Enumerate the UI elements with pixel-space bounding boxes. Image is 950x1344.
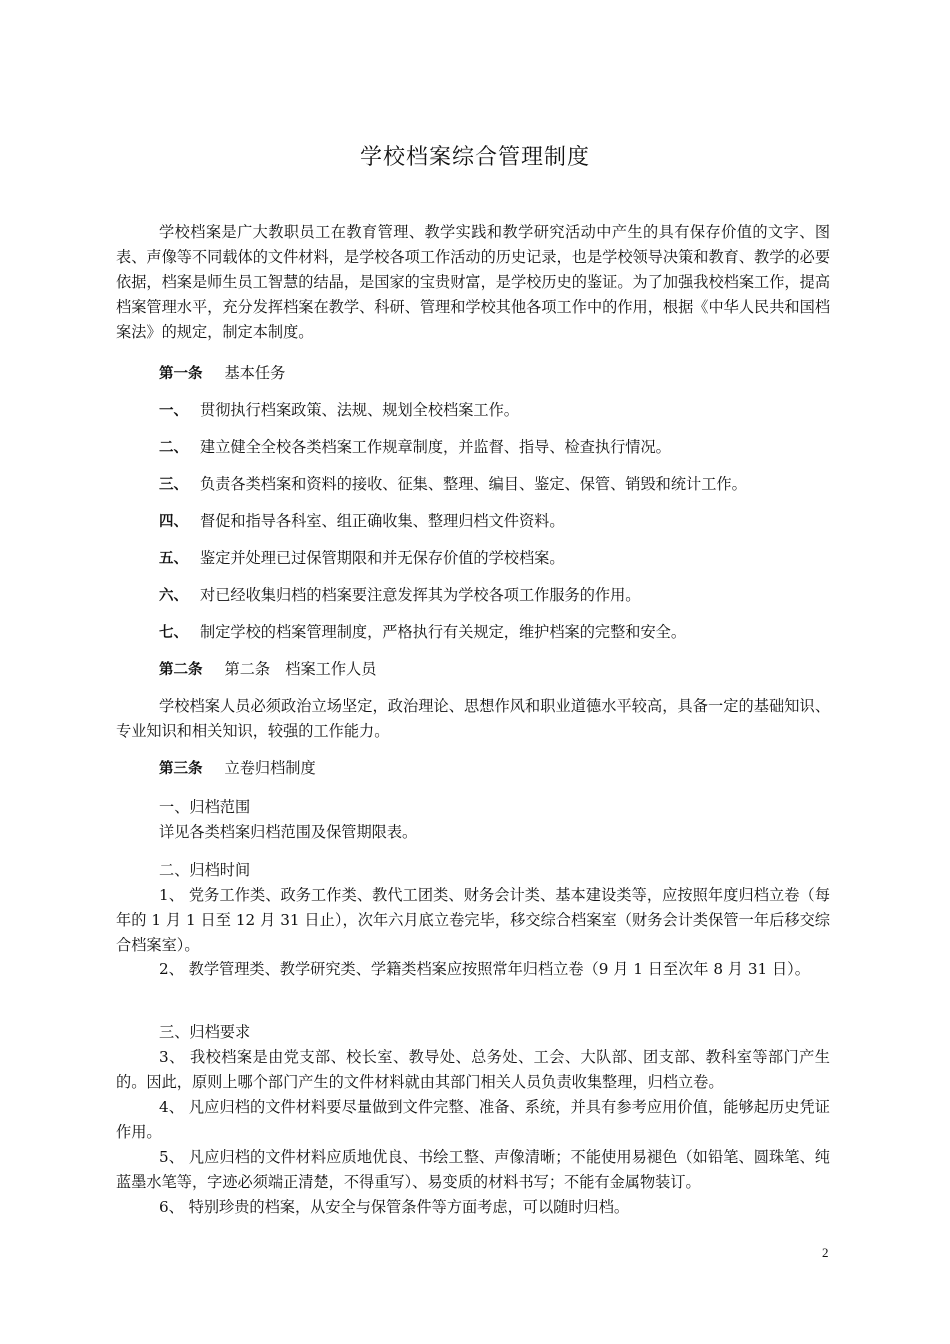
item-number: 六、 xyxy=(159,588,188,604)
intro-paragraph: 学校档案是广大教职员工在教育管理、教学实践和教学研究活动中产生的具有保存价值的文字、图表、声像等不同载体的文件材料，是学校各项工作活动的历史记录，也是学校领导决策和教育、教学的必要依据，档案是师生员工智慧的结晶，是国家的宝贵财富，是学校历史的鉴证。为了加强我校档案工作，提高档案管理水平，充分发挥档案在教学、科研、管理和学校其他各项工作中的作用，根据《中华人民共和国档案法》的规定，制定本制度。 xyxy=(116,223,830,341)
section2-paragraph-2: 2、 教学管理类、教学研究类、学籍类档案应按照常年归档立卷（9 月 1 日至次年 8 月 31 日）。 xyxy=(159,960,810,978)
item-text: 建立健全全校各类档案工作规章制度，并监督、指导、检查执行情况。 xyxy=(200,438,671,456)
section3-paragraph-4: 4、 凡应归档的文件材料要尽量做到文件完整、准备、系统，并具有参考应用价值，能够起历史凭证作用。 xyxy=(116,1098,830,1141)
item-number: 三、 xyxy=(159,477,188,493)
page-number: 2 xyxy=(822,1245,829,1260)
item-number: 四、 xyxy=(159,514,188,530)
article2-body: 学校档案人员必须政治立场坚定，政治理论、思想作风和职业道德水平较高，具备一定的基础知识、专业知识和相关知识，较强的工作能力。 xyxy=(116,697,830,740)
section2-paragraph-1: 1、 党务工作类、政务工作类、教代工团类、财务会计类、基本建设类等，应按照年度归档立卷（每年的 1 月 1 日至 12 月 31 日止），次年六月底立卷完毕，移交综合档案室（财务会计类保管一年后移交综合档案室）。 xyxy=(116,886,830,954)
article1-heading xyxy=(159,361,285,387)
article1-item-4 xyxy=(159,509,565,535)
section3-title: 三、归档要求 xyxy=(159,1023,251,1041)
article2-title: 第二条 档案工作人员 xyxy=(224,660,377,678)
item-text: 对已经收集归档的档案要注意发挥其为学校各项工作服务的作用。 xyxy=(200,586,641,604)
article1-label: 第一条 xyxy=(159,366,203,382)
item-text: 鉴定并处理已过保管期限和并无保存价值的学校档案。 xyxy=(200,549,565,567)
item-number: 五、 xyxy=(159,551,188,567)
article1-item-5 xyxy=(159,546,565,572)
article1-item-6 xyxy=(159,583,640,609)
article1-item-7 xyxy=(159,620,686,646)
article1-item-1 xyxy=(159,398,519,424)
section3-paragraph-3: 3、 我校档案是由党支部、校长室、教导处、总务处、工会、大队部、团支部、教科室等部门产生的。因此，原则上哪个部门产生的文件材料就由其部门相关人员负责收集整理，归档立卷。 xyxy=(116,1048,830,1091)
item-text: 贯彻执行档案政策、法规、规划全校档案工作。 xyxy=(200,401,519,419)
article1-item-2 xyxy=(159,435,671,461)
item-text: 制定学校的档案管理制度，严格执行有关规定，维护档案的完整和安全。 xyxy=(200,623,686,641)
article3-title: 立卷归档制度 xyxy=(224,759,316,777)
item-text: 督促和指导各科室、组正确收集、整理归档文件资料。 xyxy=(200,512,565,530)
item-number: 七、 xyxy=(159,625,188,641)
item-text: 负责各类档案和资料的接收、征集、整理、编目、鉴定、保管、销毁和统计工作。 xyxy=(200,475,747,493)
page-title: 学校档案综合管理制度 xyxy=(359,145,590,170)
article1-item-3 xyxy=(159,472,747,498)
section3-paragraph-5: 5、 凡应归档的文件材料应质地优良、书绘工整、声像清晰；不能使用易褪色（如铅笔、圆珠笔、纯蓝墨水笔等，字迹必须端正清楚，不得重写）、易变质的材料书写；不能有金属物装订。 xyxy=(116,1148,830,1191)
section1-body: 详见各类档案归档范围及保管期限表。 xyxy=(159,823,418,841)
article3-label: 第三条 xyxy=(159,761,203,777)
article2-heading xyxy=(159,657,376,683)
item-number: 二、 xyxy=(159,440,188,456)
section2-title: 二、归档时间 xyxy=(159,861,251,879)
article2-label: 第二条 xyxy=(159,662,203,678)
item-number: 一、 xyxy=(159,403,188,419)
article3-heading xyxy=(159,756,316,782)
section1-title: 一、归档范围 xyxy=(159,798,251,816)
section3-paragraph-6: 6、 特别珍贵的档案，从安全与保管条件等方面考虑，可以随时归档。 xyxy=(159,1198,630,1216)
article1-title: 基本任务 xyxy=(224,364,286,382)
